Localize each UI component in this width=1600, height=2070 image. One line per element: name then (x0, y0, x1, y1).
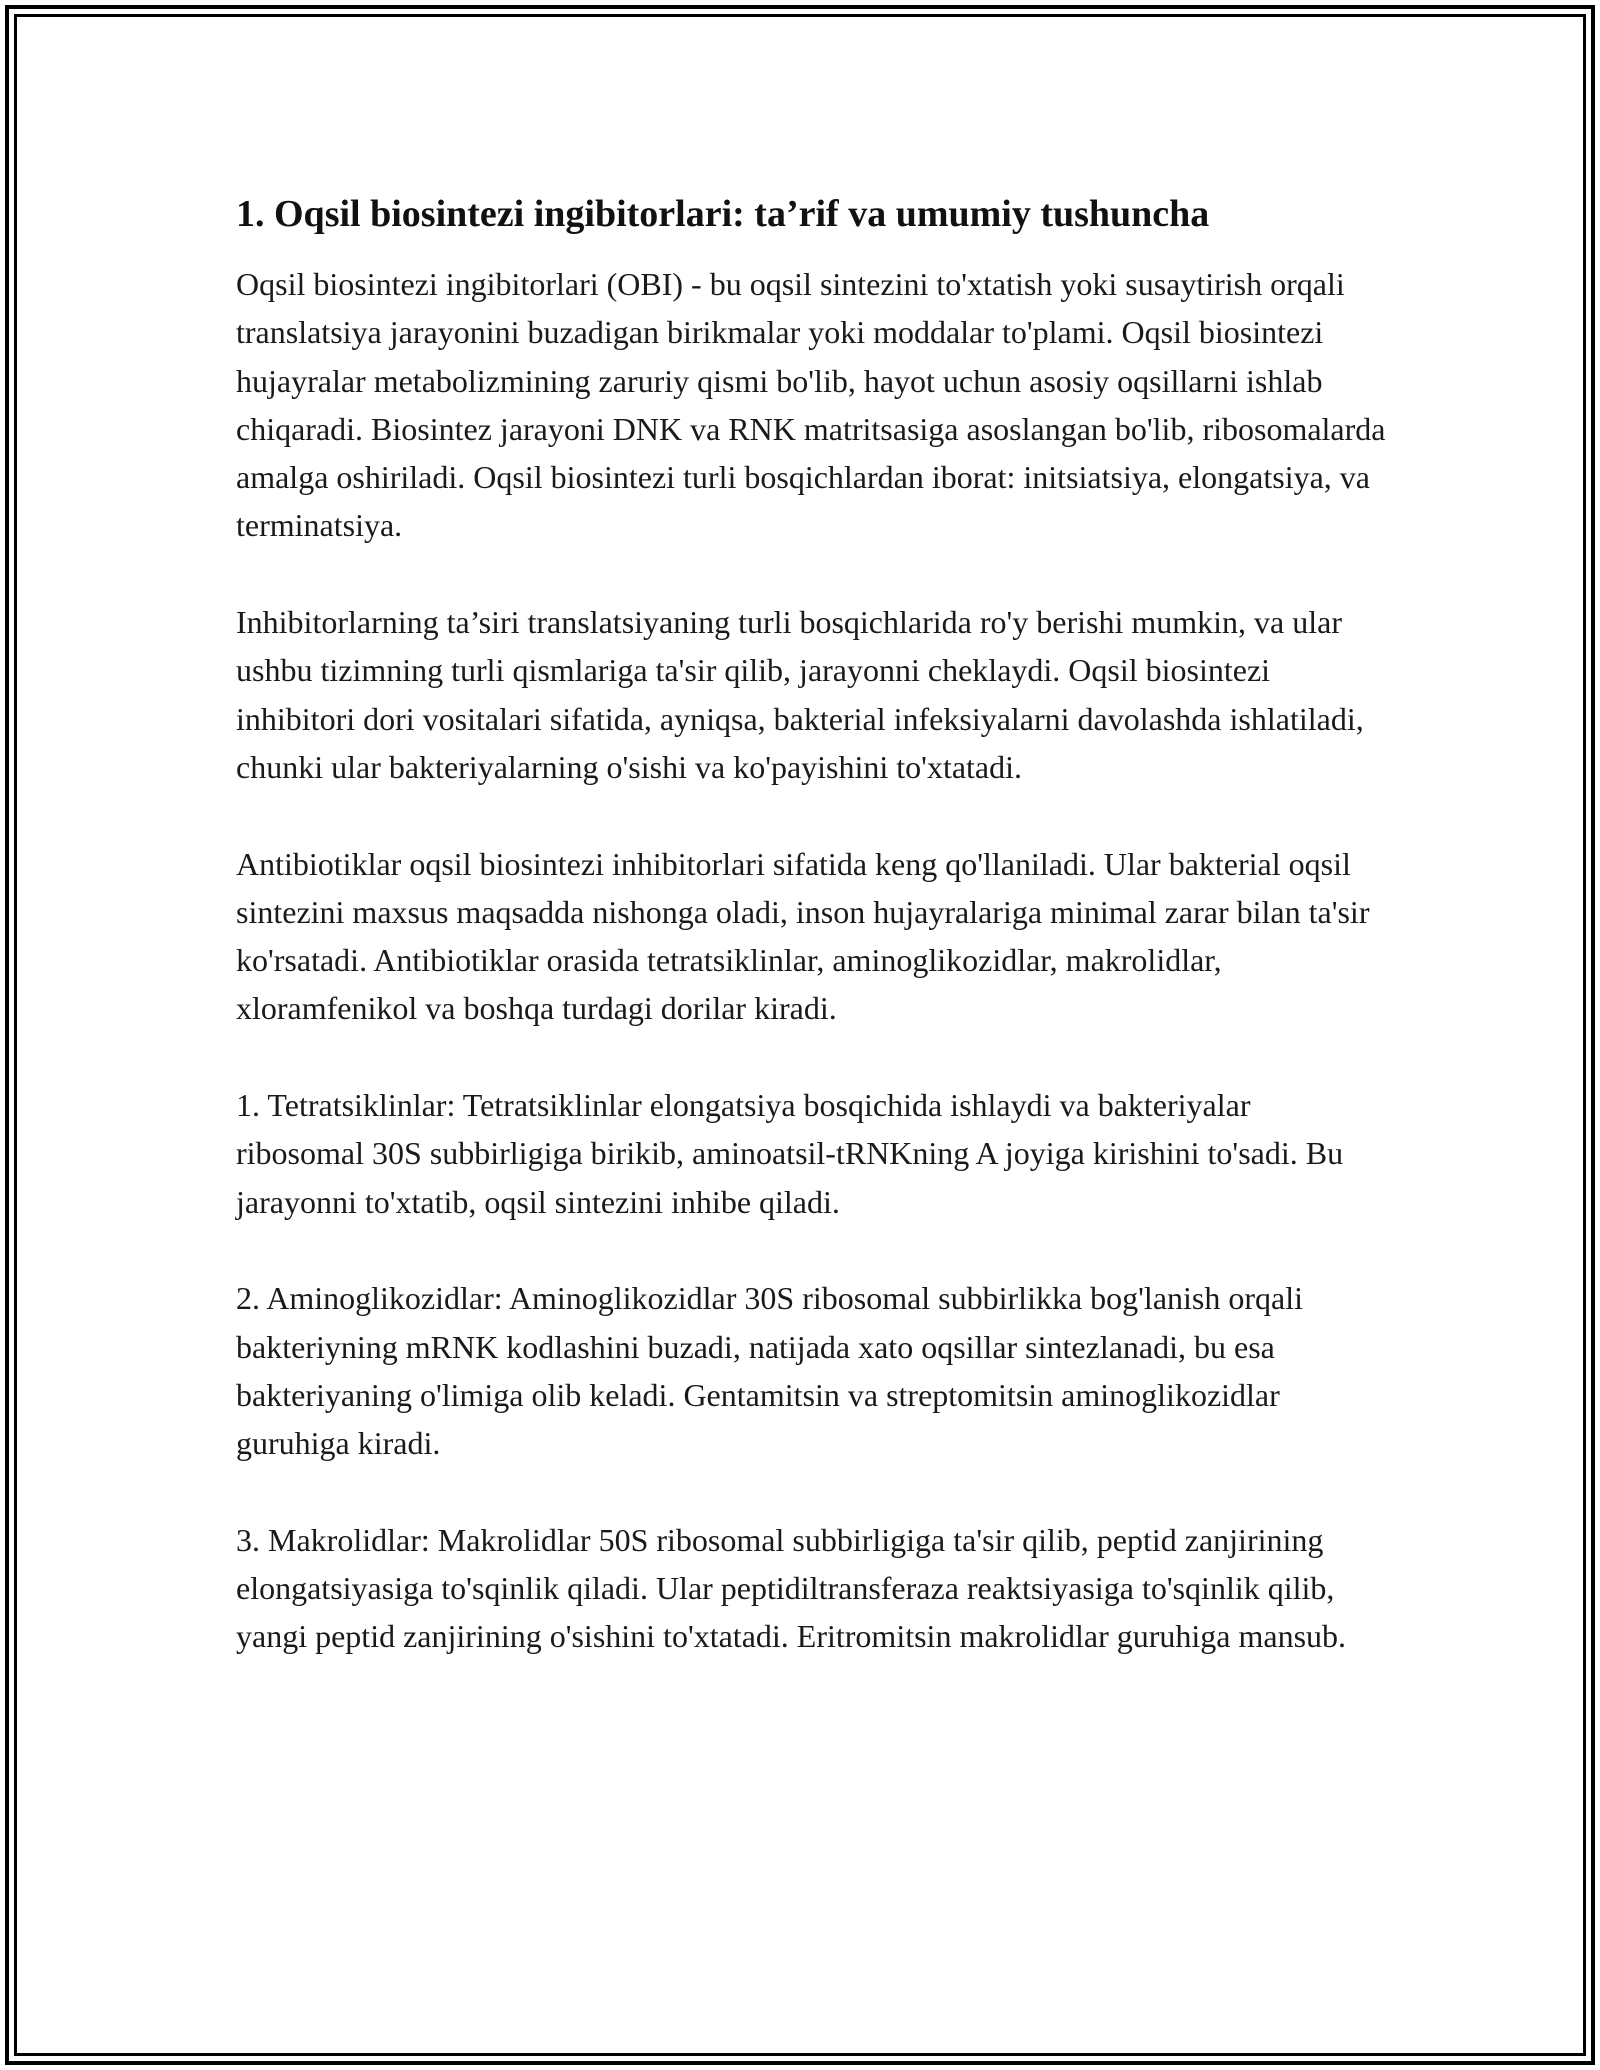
paragraph-aminoglycosides: 2. Aminoglikozidlar: Aminoglikozidlar 30S ribosomal subbirlikka bog'lanish orqali bakteriyning mRNK kodlashini buzadi, natijada xato oqsillar sintezlanadi, bu esa bakteriyaning o'limiga olib keladi. Gentamitsin va streptomitsin aminoglikozidlar guruhiga kiradi. (236, 1280, 1303, 1462)
paragraph-inhibitor-effects: Inhibitorlarning ta’siri translatsiyaning turli bosqichlarida ro'y berishi mumkin, va ular ushbu tizimning turli qismlariga ta'sir qilib, jarayonni cheklaydi. Oqsil biosintezi inhibitori dori vositalari sifatida, ayniqsa, bakterial infeksiyalarni davolashda ishlatiladi, chunki ular bakteriyalarning o'sishi va ko'payishini to'xtatadi. (236, 604, 1364, 785)
paragraph-macrolides: 3. Makrolidlar: Makrolidlar 50S ribosomal subbirligiga ta'sir qilib, peptid zanjirining elongatsiyasiga to'sqinlik qiladi. Ular peptidiltransferaza reaktsiyasiga to'sqinlik qilib, yangi peptid zanjirining o'sishini to'xtatadi. Eritromitsin makrolidlar guruhiga mansub. (236, 1521, 1347, 1655)
document-body (236, 186, 1386, 1661)
paragraph-tetracyclines: 1. Tetratsiklinlar: Tetratsiklinlar elongatsiya bosqichida ishlaydi va bakteriyalar ribosomal 30S subbirligiga birikib, aminoatsil-tRNKning A joyiga kirishini to'sadi. Bu jarayonni to'xtatib, oqsil sintezini inhibe qiladi. (236, 1087, 1344, 1220)
paragraph-antibiotics: Antibiotiklar oqsil biosintezi inhibitorlari sifatida keng qo'llaniladi. Ular bakterial oqsil sintezini maxsus maqsadda nishonga oladi, inson hujayralariga minimal zarar bilan ta'sir ko'rsatadi. Antibiotiklar orasida tetratsiklinlar, aminoglikozidlar, makrolidlar, xloramfenikol va boshqa turdagi dorilar kiradi. (236, 845, 1370, 1027)
page-title: 1. Oqsil biosintezi ingibitorlari: ta’rif va umumiy tushuncha (236, 193, 1210, 235)
paragraph-definition: Oqsil biosintezi ingibitorlari (OBI) - bu oqsil sintezini to'xtatish yoki susaytirish orqali translatsiya jarayonini buzadigan birikmalar yoki moddalar to'plami. Oqsil biosintezi hujayralar metabolizmining zaruriy qismi bo'lib, hayot uchun asosiy oqsillarni ishlab chiqaradi. Biosintez jarayoni DNK va RNK matritsasiga asoslangan bo'lib, ribosomalarda amalga oshiriladi. Oqsil biosintezi turli bosqichlardan iborat: initsiatsiya, elongatsiya, va terminatsiya. (236, 266, 1386, 544)
